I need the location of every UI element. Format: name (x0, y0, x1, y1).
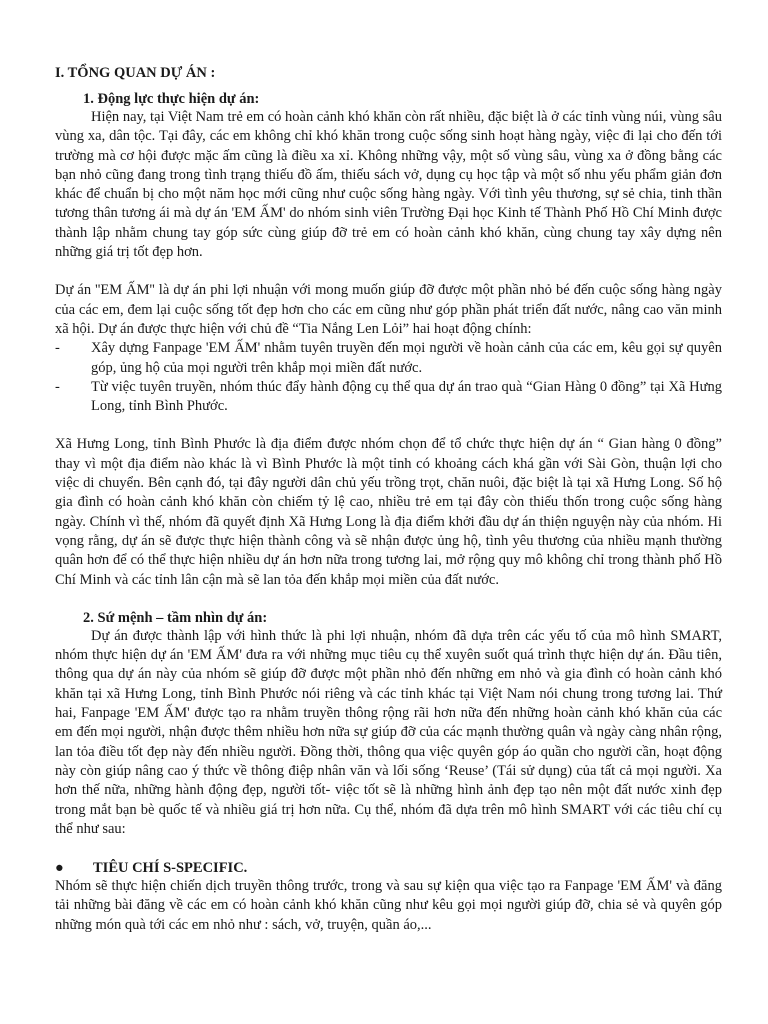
subsection-heading-motivation: 1. Động lực thực hiện dự án: (83, 91, 260, 107)
bullet-heading-text: TIÊU CHÍ S-SPECIFIC. (93, 860, 248, 877)
dash-marker: - (55, 378, 60, 395)
dash-item-text: Từ việc tuyên truyền, nhóm thúc đẩy hành động cụ thể qua dự án trao quà “Gian Hàng 0 đồng” tại Xã Hưng Long, tỉnh Bình Phước. (91, 378, 722, 415)
paragraph-motivation-3: Xã Hưng Long, tỉnh Bình Phước là địa điểm được nhóm chọn để tổ chức thực hiện dự án “ Gian hàng 0 đồng” thay vì một địa điểm nào khác là vì Bình Phước là một tỉnh có khoảng cách khá gần với Sài Gòn, thuận lợi cho việc di chuyển. Bên cạnh đó, tại đây người dân chủ yếu trồng trọt, chăn nuôi, đặc biệt là tại xã Hưng Long. Số hộ gia đình có hoàn cảnh khó khăn còn chiếm tỷ lệ cao, nhiều trẻ em tại đây còn thiếu thốn trong cuộc sống hàng ngày. Chính vì thế, nhóm đã quyết định Xã Hưng Long là địa điểm khởi đầu dự án thiện nguyện này của nhóm. Hi vọng rằng, dự án sẽ được thực hiện thành công và sẽ nhận được ủng hộ, tình yêu thương của nhiều mạnh thường quân hơn để có thể thực hiện nhiều dự án hơn nữa trong tương lai, mở rộng quy mô không chỉ trong thành phố Hồ Chí Minh và các tỉnh lân cận mà sẽ lan tỏa đến khắp mọi miền của đất nước. (55, 436, 722, 588)
paragraph-spacer (55, 590, 722, 609)
paragraph-motivation-1: Hiện nay, tại Việt Nam trẻ em có hoàn cảnh khó khăn còn rất nhiều, đặc biệt là ở các tỉnh vùng núi, vùng sâu vùng xa, dân tộc. Tại đây, các em không chỉ khó khăn trong cuộc sống sinh hoạt hàng ngày, việc đi lại cho đến tới trường mà cơ hội được mặc ấm cũng là điều xa xỉ. Không những vậy, một số vùng sâu, vùng xa ở đồng bằng các bạn nhỏ cũng đang trong tình trạng thiếu đồ ấm, thiếu sách vở, dụng cụ học tập và một số nhu yếu phẩm giản đơn khác để chuẩn bị cho một năm học mới cũng như cuộc sống hàng ngày. Với tình yêu thương, sự sẻ chia, tinh thần tương thân tương ái mà dự án 'EM ẤM' do nhóm sinh viên Trường Đại học Kinh tế Thành Phố Hồ Chí Minh được thành lập nhằm chung tay góp sức cùng giúp đỡ trẻ em có hoàn cảnh khó khăn, cùng chung tay xây dựng nên những giá trị tốt đẹp hơn. (55, 109, 722, 261)
subsection-heading-mission: 2. Sứ mệnh – tầm nhìn dự án: (83, 609, 268, 626)
paragraph-spacer (55, 262, 722, 281)
bullet-heading-specific (55, 859, 722, 877)
bullet-dot: ● (55, 860, 64, 877)
dash-list-item (55, 378, 722, 417)
paragraph-specific: Nhóm sẽ thực hiện chiến dịch truyền thông trước, trong và sau sự kiện qua việc tạo ra Fanpage 'EM ẤM' và đăng tải những bài đăng về các em có hoàn cảnh khó khăn cũng như kêu gọi mọi người giúp đỡ, chia sẻ và quyên góp những món quà tới các em nhỏ như : sách, vở, truyện, quần áo,... (55, 878, 722, 933)
section-heading: I. TỔNG QUAN DỰ ÁN : (55, 65, 216, 81)
dash-list-item (55, 339, 722, 378)
dash-item-text: Xây dựng Fanpage 'EM ẤM' nhằm tuyên truyền đến mọi người về hoàn cảnh của các em, kêu gọi sự quyên góp, ủng hộ của mọi người trên khắp mọi miền đất nước. (91, 340, 722, 376)
paragraph-spacer (55, 416, 722, 435)
paragraph-mission: Dự án được thành lập với hình thức là phi lợi nhuận, nhóm đã dựa trên các yếu tố của mô hình SMART, nhóm thực hiện dự án 'EM ẤM' đưa ra với những mục tiêu cụ thể xuyên suốt quá trình thực hiện dự án. Đầu tiên, thông qua dự án này của nhóm sẽ giúp đỡ được một phần nhỏ đến những em nhỏ và gia đình có hoàn cảnh khó khăn tại xã Hưng Long, tỉnh Bình Phước nói riêng và các tỉnh khác tại Việt Nam nói chung trong tương lai. Thứ hai, Fanpage 'EM ẤM' được tạo ra nhằm truyền thông rộng rãi hơn nữa đến những hoàn cảnh khó khăn của các em đến mọi người, nhận được thêm nhiều hơn nữa sự giúp đỡ của các mạnh thường quân và ngày càng nhân rộng, lan tỏa điều tốt đẹp này đến nhiều người. Đồng thời, thông qua việc quyên góp áo quần cho người cần, hoạt động này còn giúp nâng cao ý thức về thông điệp nhân văn và lối sống ‘Reuse’ (Tái sử dụng) của tất cả mọi người. Xa hơn thế nữa, những hành động đẹp, người tốt- việc tốt sẽ là những hình ảnh đẹp tạo nên một đất nước xinh đẹp trong mắt bạn bè quốc tế và nhiều giá trị hơn nữa. Cụ thể, nhóm đã dựa trên mô hình SMART với các tiêu chí cụ thể như sau: (55, 627, 722, 837)
dash-marker: - (55, 340, 60, 357)
paragraph-motivation-2: Dự án ''EM ẤM'' là dự án phi lợi nhuận với mong muốn giúp đỡ được một phần nhỏ bé đến cuộc sống hàng ngày của các em, đem lại cuộc sống tốt đẹp hơn cho các em cũng như góp phần phát triển đất nước, nâng cao văn minh xã hội. Dự án được thực hiện với chủ đề “Tia Nắng Len Lỏi” hai hoạt động chính: (55, 282, 722, 337)
